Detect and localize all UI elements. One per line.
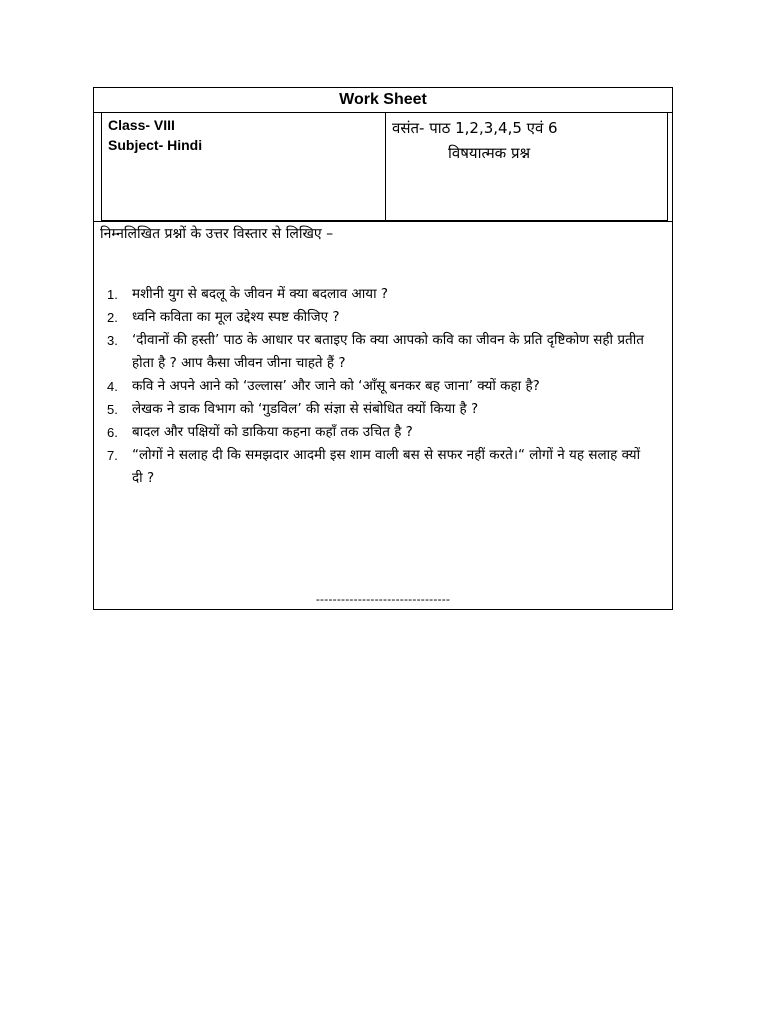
question-item <box>94 444 654 490</box>
subject-label: Subject- Hindi <box>108 137 203 153</box>
question-number: 3. <box>107 333 118 348</box>
class-label: Class- VIII <box>108 117 175 133</box>
chapters-label: वसंत- पाठ 1,2,3,4,5 एवं 6 <box>392 119 558 137</box>
question-number: 6. <box>107 425 118 440</box>
question-number: 4. <box>107 379 118 394</box>
question-number: 5. <box>107 402 118 417</box>
question-number: 7. <box>107 448 118 463</box>
question-type-label: विषयात्मक प्रश्न <box>448 144 531 162</box>
class-subject-cell <box>102 112 386 220</box>
question-item <box>94 398 654 421</box>
question-text: कवि ने अपने आने को ‘उल्लास’ और जाने को ‘आँसू बनकर बह जाना’ क्यों कहा है? <box>132 378 540 394</box>
question-text: लेखक ने डाक विभाग को ‘गुडविल’ की संज्ञा से संबोधित क्यों किया है ? <box>132 401 479 417</box>
question-text: बादल और पक्षियों को डाकिया कहना कहाँ तक उचित है ? <box>132 424 413 440</box>
divider <box>94 221 672 222</box>
worksheet <box>93 87 673 610</box>
title-row <box>94 88 672 113</box>
question-text: “लोगों ने सलाह दी कि समझदार आदमी इस शाम वाली बस से सफर नहीं करते।“ लोगों ने यह सलाह क्यों दी ? <box>132 447 641 486</box>
question-list <box>94 283 654 490</box>
worksheet-title: Work Sheet <box>339 91 427 108</box>
instruction-text: निम्नलिखित प्रश्नों के उत्तर विस्तार से लिखिए – <box>100 226 334 242</box>
question-number: 1. <box>107 287 118 302</box>
question-item <box>94 329 654 375</box>
footer-separator: -------------------------------- <box>315 592 451 606</box>
question-text: मशीनी युग से बदलू के जीवन में क्या बदलाव आया ? <box>132 286 389 302</box>
question-item <box>94 306 654 329</box>
question-text: ध्वनि कविता का मूल उद्देश्य स्पष्ट कीजिए ? <box>132 309 340 325</box>
question-item <box>94 375 654 398</box>
question-number: 2. <box>107 310 118 325</box>
question-item <box>94 283 654 306</box>
question-item <box>94 421 654 444</box>
chapter-cell <box>386 112 667 220</box>
info-table <box>101 112 668 221</box>
question-text: ‘दीवानों की हस्ती’ पाठ के आधार पर बताइए कि क्या आपको कवि का जीवन के प्रति दृष्टिकोण सही प्रतीत होता है ? आप कैसा जीवन जीना चाहते हैं ? <box>132 332 644 371</box>
